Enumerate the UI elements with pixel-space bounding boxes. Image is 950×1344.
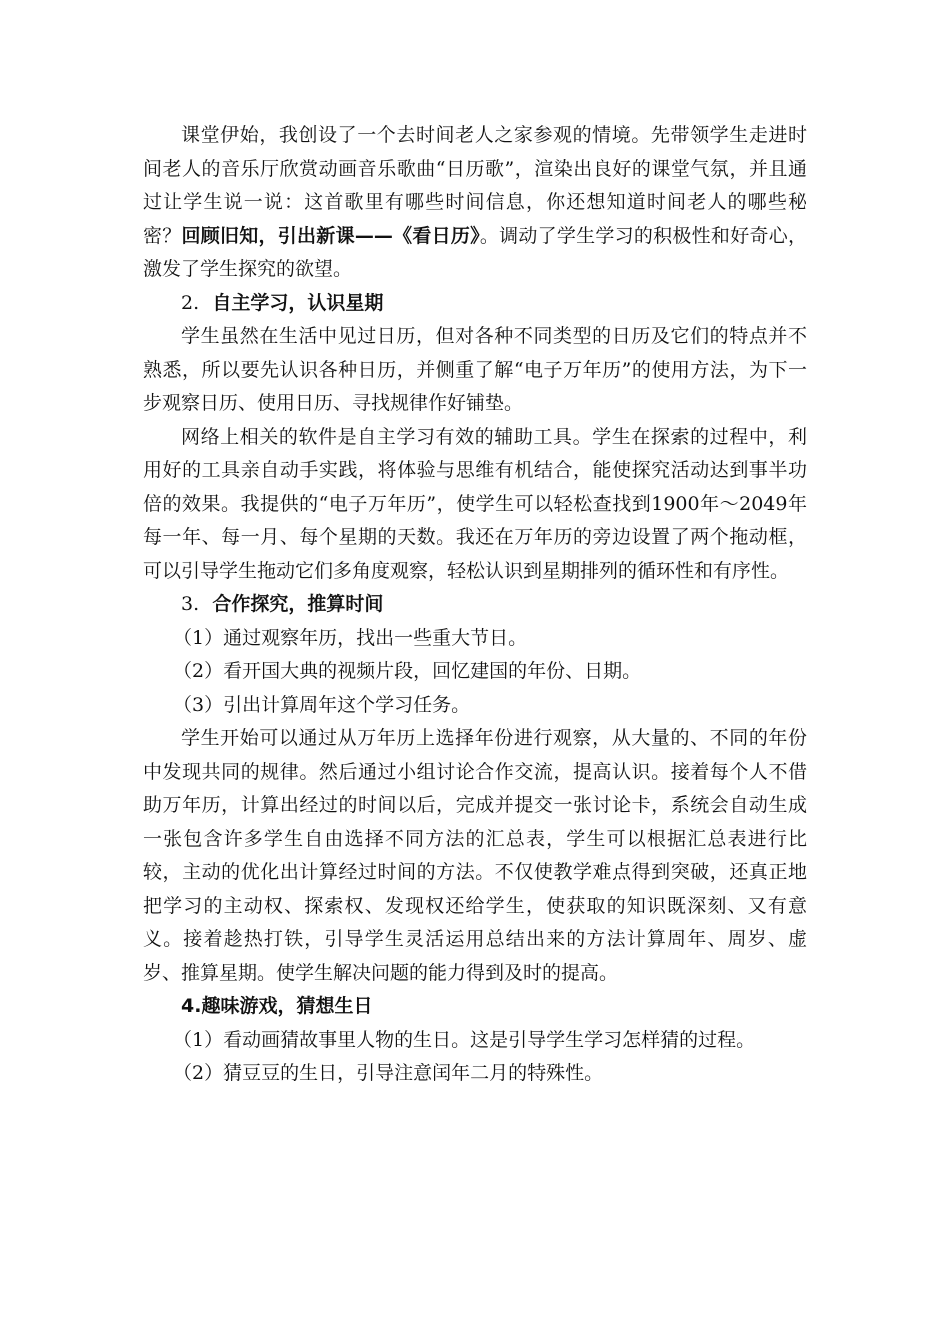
list-item: （2）猜豆豆的生日，引导注意闰年二月的特殊性。 <box>173 1062 604 1084</box>
intro-paragraph <box>143 119 807 287</box>
section-number-3: 3. <box>181 593 200 615</box>
intro-text-end: 。调动了学生学习的积极性和好奇心，激发了学生探究的欲望。 <box>143 224 807 280</box>
document-body <box>143 119 807 1091</box>
paragraph-calendar-types: 学生虽然在生活中见过日历，但对各种不同类型的日历及它们的特点并不熟悉，所以要先认识各种日历，并侧重了解“电子万年历”的使用方法，为下一步观察日历、使用日历、寻找规律作好铺垫。 <box>143 325 807 414</box>
paragraph-cooperative-inquiry: 学生开始可以通过从万年历上选择年份进行观察，从大量的、不同的年份中发现共同的规律。然后通过小组讨论合作交流，提高认识。接着每个人不借助万年历，计算出经过的时间以后，完成并提交一张讨论卡，系统会自动生成一张包含许多学生自由选择不同方法的汇总表，学生可以根据汇总表进行比较，主动的优化出计算经过时间的方法。不仅使教学难点得到突破，还真正地把学习的主动权、探索权、发现权还给学生，使获取的知识既深刻、又有意义。接着趁热打铁，引导学生灵活运用总结出来的方法计算周年、周岁、虚岁、推算星期。使学生解决问题的能力得到及时的提高。 <box>143 727 807 984</box>
intro-bold-phrase: 回顾旧知，引出新课——《看日历》 <box>181 224 480 247</box>
intro-text-start: 课堂伊始，我创设了一个去时间老人之家参观的情境。先带领学生走进时间老人的音乐厅欣赏动画音乐歌曲“日历歌”，渲染出良好的课堂气氛，并且通过让学生说一说：这首歌里有哪些时间信息，你还想知道时间老人的哪些秘密？ <box>143 124 807 247</box>
list-item: （3）引出计算周年这个学习任务。 <box>173 693 471 716</box>
section-number-4: 4. <box>181 995 202 1017</box>
section-heading-3 <box>143 588 807 622</box>
section-title-4: 趣味游戏，猜想生日 <box>201 995 373 1017</box>
section-title-2: 自主学习，认识星期 <box>212 291 384 314</box>
section-number-2: 2. <box>181 291 200 314</box>
section-title-3: 合作探究，推算时间 <box>212 593 384 615</box>
list-item: （1）通过观察年历，找出一些重大节日。 <box>173 626 528 649</box>
section-heading-4 <box>143 990 807 1024</box>
list-item: （1）看动画猜故事里人物的生日。这是引导学生学习怎样猜的过程。 <box>173 1028 756 1051</box>
paragraph-software-tools: 网络上相关的软件是自主学习有效的辅助工具。学生在探索的过程中，利用好的工具亲自动手实践，将体验与思维有机结合，能使探究活动达到事半功倍的效果。我提供的“电子万年历”，使学生可以轻松查找到1900年～2049年每一年、每一月、每个星期的天数。我还在万年历的旁边设置了两个拖动框，可以引导学生拖动它们多角度观察，轻松认识到星期排列的循环性和有序性。 <box>143 425 807 582</box>
list-item: （2）看开国大典的视频片段，回忆建国的年份、日期。 <box>173 660 642 682</box>
section-heading-2 <box>143 287 807 321</box>
